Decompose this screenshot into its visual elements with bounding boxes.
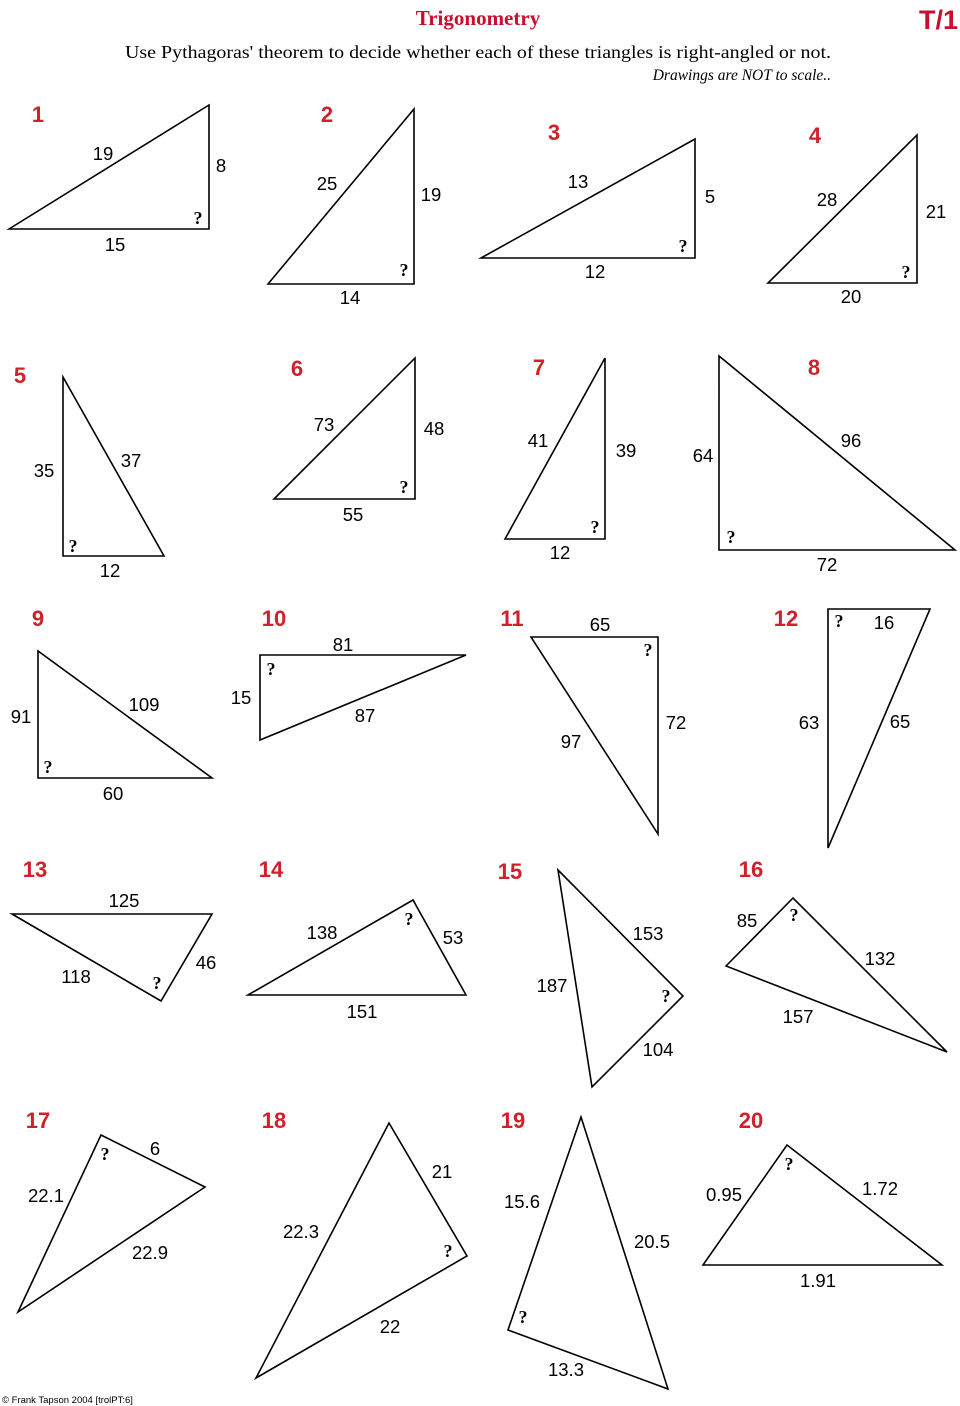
triangle-shape	[63, 377, 164, 556]
side-label: 1.72	[861, 1178, 899, 1199]
triangle-20	[703, 1108, 942, 1291]
angle-question-mark: ?	[901, 262, 911, 282]
side-label: 72	[816, 554, 838, 575]
side-label: 73	[313, 414, 335, 435]
side-label: 187	[536, 975, 568, 996]
side-label: 22.1	[27, 1185, 65, 1206]
triangle-9	[11, 606, 212, 804]
triangle-shape	[508, 1117, 671, 1389]
side-label: 25	[316, 173, 338, 194]
triangle-19	[501, 1108, 670, 1389]
side-label: 8	[215, 155, 227, 176]
side-label: 109	[128, 694, 160, 715]
triangle-number: 10	[261, 606, 287, 631]
side-label: 13	[567, 171, 589, 192]
triangle-number: 11	[500, 606, 524, 631]
side-label: 65	[589, 614, 611, 635]
side-label: 104	[642, 1039, 674, 1060]
triangle-shape	[268, 109, 414, 284]
triangle-number: 9	[31, 606, 45, 631]
angle-question-mark: ?	[518, 1307, 528, 1327]
side-label: 81	[332, 634, 354, 655]
triangle-number: 18	[261, 1108, 287, 1133]
angle-question-mark: ?	[152, 973, 162, 993]
triangle-shape	[531, 637, 658, 834]
side-label: 15	[230, 687, 252, 708]
side-label: 91	[10, 706, 32, 727]
triangle-14	[248, 857, 466, 1022]
side-label: 138	[306, 922, 338, 943]
side-label: 14	[339, 287, 361, 308]
side-label: 65	[889, 711, 911, 732]
side-label: 157	[782, 1006, 814, 1027]
side-label: 15	[104, 234, 126, 255]
worksheet-title: Trigonometry	[415, 6, 541, 30]
triangle-17	[18, 1108, 205, 1312]
triangle-number: 1	[31, 102, 45, 127]
side-label: 64	[692, 445, 714, 466]
side-label: 39	[615, 440, 637, 461]
triangle-number: 4	[808, 123, 822, 148]
triangle-8	[693, 355, 955, 575]
triangle-shape	[481, 139, 695, 258]
angle-question-mark: ?	[68, 536, 78, 556]
side-label: 21	[925, 201, 947, 222]
triangle-number: 3	[547, 120, 561, 145]
triangle-number: 20	[738, 1108, 764, 1133]
side-label: 41	[527, 430, 549, 451]
side-label: 72	[665, 712, 687, 733]
triangle-15	[498, 859, 683, 1087]
side-label: 151	[346, 1001, 378, 1022]
triangle-1	[9, 102, 226, 255]
angle-question-mark: ?	[789, 905, 799, 925]
side-label: 22.3	[282, 1221, 320, 1242]
side-label: 19	[420, 184, 442, 205]
side-label: 16	[873, 612, 895, 633]
side-label: 97	[560, 731, 582, 752]
side-label: 13.3	[547, 1359, 585, 1380]
side-label: 22.9	[131, 1242, 169, 1263]
side-label: 22	[379, 1316, 401, 1337]
triangle-shape	[38, 651, 212, 778]
angle-question-mark: ?	[193, 208, 203, 228]
instruction-text: Use Pythagoras' theorem to decide whether each of these triangles is right-angled or not.	[125, 42, 831, 62]
triangle-number: 12	[773, 606, 799, 631]
side-label: 125	[108, 890, 140, 911]
side-label: 12	[549, 542, 571, 563]
triangle-shape	[703, 1145, 942, 1265]
scale-note: Drawings are NOT to scale..	[652, 67, 831, 84]
triangle-number: 15	[497, 859, 523, 884]
triangle-shape	[248, 900, 466, 995]
triangle-shape	[260, 655, 466, 740]
angle-question-mark: ?	[399, 477, 409, 497]
triangle-number: 13	[22, 857, 48, 882]
angle-question-mark: ?	[784, 1154, 794, 1174]
side-label: 0.95	[705, 1184, 743, 1205]
triangle-number: 16	[738, 857, 764, 882]
side-label: 6	[149, 1138, 161, 1159]
side-label: 5	[704, 186, 716, 207]
side-label: 46	[195, 952, 217, 973]
side-label: 20	[840, 286, 862, 307]
triangle-12	[774, 606, 930, 848]
triangle-16	[726, 857, 947, 1052]
angle-question-mark: ?	[678, 236, 688, 256]
triangle-number: 8	[807, 355, 821, 380]
triangle-number: 19	[500, 1108, 526, 1133]
side-label: 12	[99, 560, 121, 581]
angle-question-mark: ?	[643, 640, 653, 660]
triangle-number: 14	[258, 857, 284, 882]
side-label: 53	[442, 927, 464, 948]
angle-question-mark: ?	[661, 986, 671, 1006]
angle-question-mark: ?	[404, 909, 414, 929]
triangle-number: 7	[532, 355, 546, 380]
triangle-number: 6	[290, 356, 304, 381]
angle-question-mark: ?	[266, 659, 276, 679]
side-label: 55	[342, 504, 364, 525]
triangle-7	[505, 355, 636, 563]
angle-question-mark: ?	[590, 517, 600, 537]
side-label: 60	[102, 783, 124, 804]
side-label: 20.5	[633, 1231, 671, 1252]
triangle-shape	[505, 358, 605, 539]
angle-question-mark: ?	[43, 757, 53, 777]
triangle-6	[274, 356, 444, 525]
side-label: 35	[33, 460, 55, 481]
side-label: 87	[354, 705, 376, 726]
side-label: 21	[431, 1161, 453, 1182]
side-label: 118	[61, 966, 91, 987]
triangle-2	[268, 102, 441, 308]
side-label: 28	[816, 189, 838, 210]
side-label: 96	[840, 430, 862, 451]
triangle-13	[12, 857, 216, 1001]
triangle-18	[256, 1108, 467, 1378]
angle-question-mark: ?	[834, 611, 844, 631]
angle-question-mark: ?	[443, 1241, 453, 1261]
triangle-shape	[828, 609, 930, 848]
side-label: 37	[120, 450, 142, 471]
side-label: 1.91	[799, 1270, 837, 1291]
triangle-10	[231, 606, 466, 740]
copyright-notice: © Frank Tapson 2004 [trolPT:6]	[2, 1395, 133, 1406]
side-label: 19	[92, 143, 114, 164]
side-label: 85	[736, 910, 758, 931]
triangle-shape	[726, 898, 947, 1052]
side-label: 48	[423, 418, 445, 439]
side-label: 153	[632, 923, 664, 944]
triangle-11	[500, 606, 686, 834]
angle-question-mark: ?	[399, 260, 409, 280]
triangle-number: 5	[13, 363, 27, 388]
triangle-shape	[12, 914, 212, 1001]
sheet-code: T/1	[918, 5, 958, 35]
triangle-shape	[18, 1135, 205, 1312]
triangle-number: 2	[320, 102, 334, 127]
angle-question-mark: ?	[100, 1144, 110, 1164]
triangle-3	[481, 120, 715, 282]
triangle-4	[768, 123, 946, 307]
triangle-number: 17	[25, 1108, 51, 1133]
side-label: 63	[798, 712, 820, 733]
triangle-shape	[719, 356, 955, 550]
side-label: 15.6	[503, 1191, 541, 1212]
angle-question-mark: ?	[726, 527, 736, 547]
side-label: 132	[864, 948, 896, 969]
triangle-5	[14, 363, 164, 581]
triangle-shape	[768, 135, 917, 283]
side-label: 12	[584, 261, 606, 282]
